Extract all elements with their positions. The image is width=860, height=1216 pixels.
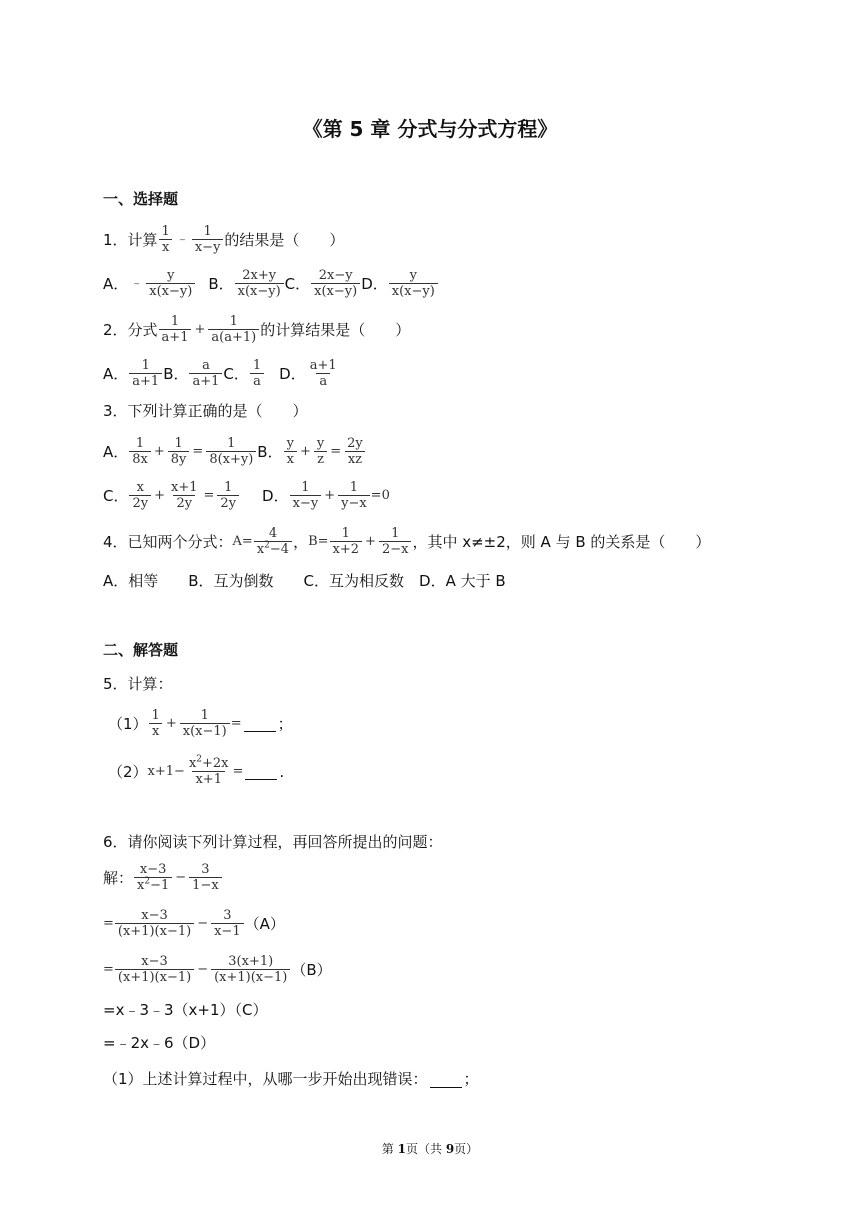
fraction: $\frac{1}{8y}$ xyxy=(168,436,190,467)
fraction: $\frac{x}{2y}$ xyxy=(129,480,151,511)
fraction: $\frac{x^2+2x}{x+1}$ xyxy=(188,754,229,787)
fraction: $\frac{1}{2-x}$ xyxy=(379,526,412,557)
question-5-part-2: （2） x+1− $\frac{x^2+2x}{x+1}$ = . xyxy=(108,754,285,787)
solution-line-d: =﹣2x﹣6（D） xyxy=(103,1034,216,1052)
page-total: 9 xyxy=(445,1142,455,1156)
answer-blank[interactable] xyxy=(244,715,276,732)
question-5: 5．计算： xyxy=(103,675,173,693)
question-2: 2．分式 $\frac{1}{a+1}$ + $\frac{1}{a(a+1)}$ 的计算结果是（ ） xyxy=(103,314,411,345)
fraction: $\frac{1}{8x}$ xyxy=(129,436,151,467)
fraction: $\frac{2x+y}{x(x-y)}$ xyxy=(235,268,284,299)
solution-line-0: 解： $\frac{x-3}{x^2-1}$ − $\frac{3}{1-x}$ xyxy=(103,862,223,893)
page-number: 1 xyxy=(397,1142,406,1156)
fraction: $\frac{1}{8(x+y)}$ xyxy=(206,436,256,467)
fraction: $\frac{1}{x-y}$ xyxy=(290,480,322,511)
solution-line-c: =x﹣3﹣3（x+1）（C） xyxy=(103,1001,268,1019)
fraction: $\frac{1}{2y}$ xyxy=(217,480,239,511)
fraction: $\frac{1}{x+2}$ xyxy=(330,526,363,557)
question-1-options: A． ﹣ $\frac{y}{x(x-y)}$ B． $\frac{2x+y}{x(x-y)}$ C． $\frac{2x-y}{x(x-y)}$ D． $\frac{y}{x(x-y)}$ xyxy=(103,268,439,299)
question-1-prefix: 1．计算 xyxy=(103,230,158,249)
question-5-part-1: （1） $\frac{1}{x}$ + $\frac{1}{x(x-1)}$ = ； xyxy=(108,708,293,739)
fraction: $\frac{1}{x}$ xyxy=(159,224,173,255)
fraction: $\frac{3}{x-1}$ xyxy=(211,908,244,939)
fraction: $\frac{1}{x(x-1)}$ xyxy=(180,708,230,739)
question-4: 4．已知两个分式： A= $\frac{4}{x^2-4}$ ， B= $\frac{1}{x+2}$ + $\frac{1}{2-x}$ ，其中 x≠±2，则 A 与 B 的关系是（ ） xyxy=(103,526,711,557)
question-1: 1．计算 $\frac{1}{x}$ ﹣ $\frac{1}{x-y}$ 的结果是（ ） xyxy=(103,224,345,255)
page-footer: 第 1页（共 9页） xyxy=(381,1142,479,1156)
question-6: 6．请你阅读下列计算过程，再回答所提出的问题： xyxy=(103,833,443,851)
question-3: 3．下列计算正确的是（ ） xyxy=(103,402,308,420)
fraction: $\frac{y}{x(x-y)}$ xyxy=(146,268,195,299)
answer-blank[interactable] xyxy=(245,763,277,780)
section-heading-answer: 二、解答题 xyxy=(103,641,179,659)
fraction: $\frac{2x-y}{x(x-y)}$ xyxy=(311,268,360,299)
solution-line-b: = $\frac{x-3}{(x+1)(x-1)}$ − $\frac{3(x+1)}{(x+1)(x-1)}$ （B） xyxy=(103,954,332,985)
fraction: $\frac{4}{x^2-4}$ xyxy=(254,526,292,557)
fraction: $\frac{1}{x}$ xyxy=(149,708,163,739)
answer-blank[interactable] xyxy=(430,1071,462,1088)
question-3-option-c-d: C． $\frac{x}{2y}$ + $\frac{x+1}{2y}$ = $\frac{1}{2y}$ D． $\frac{1}{x-y}$ + $\frac{1}{y-x}$ =0 xyxy=(103,480,390,511)
fraction: $\frac{3}{1-x}$ xyxy=(189,862,222,893)
fraction: $\frac{y}{z}$ xyxy=(314,436,327,467)
question-2-options: A． $\frac{1}{a+1}$ B． $\frac{a}{a+1}$ C． $\frac{1}{a}$ D． $\frac{a+1}{a}$ xyxy=(103,358,341,389)
question-1-suffix: 的结果是（ ） xyxy=(224,230,345,249)
fraction: $\frac{x-3}{(x+1)(x-1)}$ xyxy=(115,954,194,985)
fraction: $\frac{1}{a+1}$ xyxy=(129,358,162,389)
question-6-part-1: （1）上述计算过程中，从哪一步开始出现错误： ； xyxy=(103,1070,479,1088)
fraction: $\frac{1}{a+1}$ xyxy=(159,314,192,345)
fraction: $\frac{2y}{xz}$ xyxy=(344,436,366,467)
fraction: $\frac{1}{a(a+1)}$ xyxy=(208,314,259,345)
fraction: $\frac{a}{a+1}$ xyxy=(189,358,222,389)
fraction: $\frac{1}{y-x}$ xyxy=(338,480,370,511)
fraction: $\frac{y}{x(x-y)}$ xyxy=(389,268,438,299)
fraction: $\frac{x-3}{(x+1)(x-1)}$ xyxy=(115,908,194,939)
fraction: $\frac{3(x+1)}{(x+1)(x-1)}$ xyxy=(211,954,290,985)
solution-line-a: = $\frac{x-3}{(x+1)(x-1)}$ − $\frac{3}{x-1}$ （A） xyxy=(103,908,285,939)
fraction: $\frac{1}{x-y}$ xyxy=(192,224,224,255)
section-heading-choice: 一、选择题 xyxy=(103,190,179,208)
page-title: 《第 5 章 分式与分式方程》 xyxy=(302,117,558,141)
fraction: $\frac{y}{x}$ xyxy=(284,436,297,467)
fraction: $\frac{x-3}{x^2-1}$ xyxy=(134,862,172,893)
fraction: $\frac{1}{a}$ xyxy=(250,358,264,389)
question-3-option-a-b: A． $\frac{1}{8x}$ + $\frac{1}{8y}$ = $\frac{1}{8(x+y)}$ B． $\frac{y}{x}$ + $\frac{y}{z}$ = $\frac{2y}{xz}$ xyxy=(103,436,367,467)
question-4-options: A．相等 B．互为倒数 C．互为相反数 D．A 大于 B xyxy=(103,572,506,590)
fraction: $\frac{a+1}{a}$ xyxy=(309,358,337,389)
fraction: $\frac{x+1}{2y}$ xyxy=(171,480,198,511)
